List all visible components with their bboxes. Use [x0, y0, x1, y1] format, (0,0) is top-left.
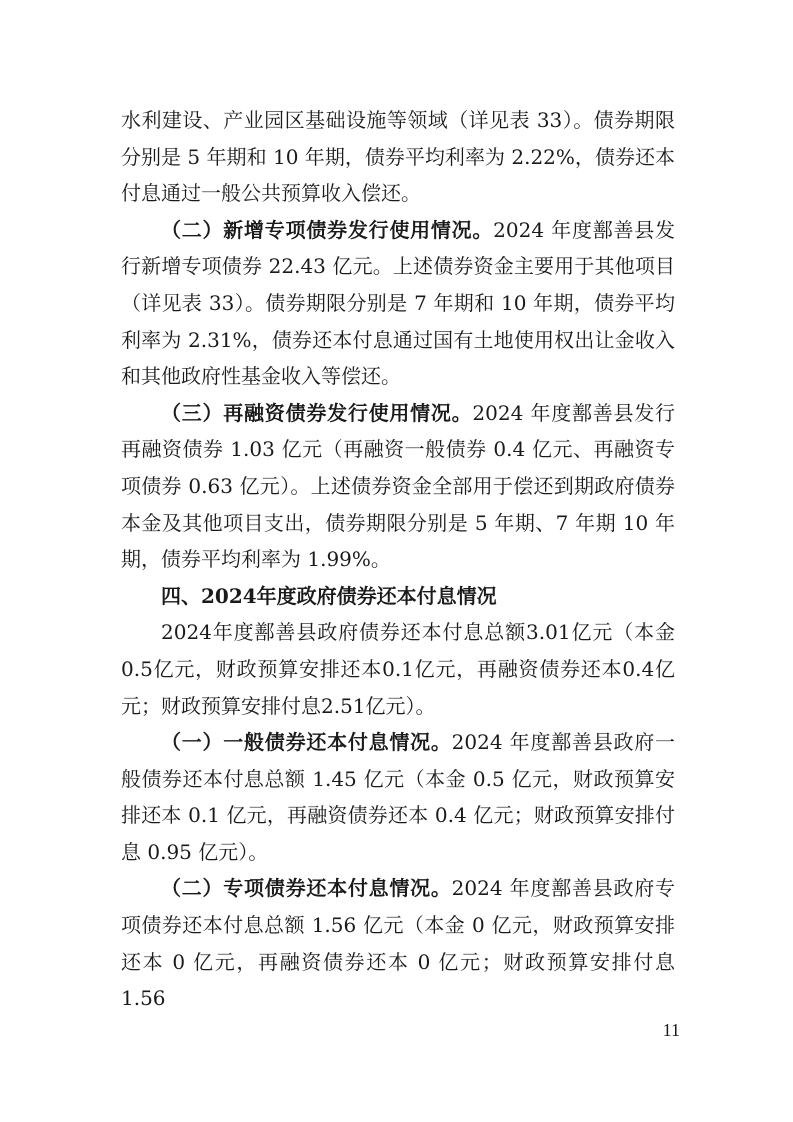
- paragraph-lead: （三）再融资债券发行使用情况。: [161, 400, 473, 425]
- paragraph-continuation: [121, 102, 675, 212]
- paragraph-lead: （二）专项债券还本付息情况。: [161, 876, 452, 901]
- page-number: 11: [662, 1020, 680, 1040]
- paragraph-lead: （二）新增专项债券发行使用情况。: [161, 217, 494, 242]
- paragraph-refinancing-bonds: [121, 395, 675, 578]
- paragraph-text: 2024 年度鄯善县发行新增专项债券 22.43 亿元。上述债券资金主要用于其他项目（详见表 33）。债券期限分别是 7 年期和 10 年期，债券平均利率为 2.31%，债券还本付息通过国有土地使用权出让金收入和其他政府性基金收入等偿还。: [121, 217, 675, 389]
- paragraph-text: 2024 年度鄯善县政府专项债券还本付息总额 1.56 亿元（本金 0 亿元，财政预算安排还本 0 亿元，再融资债券还本 0 亿元；财政预算安排付息 1.56: [121, 876, 675, 1011]
- paragraph-special-bond-repayment: [121, 870, 675, 1016]
- paragraph-text: 2024 年度鄯善县政府一般债券还本付息总额 1.45 亿元（本金 0.5 亿元，财政预算安排还本 0.1 亿元，再融资债券还本 0.4 亿元；财政预算安排付息 0.95 亿元）。: [121, 730, 675, 864]
- paragraph-text: 水利建设、产业园区基础设施等领域（详见表 33）。债券期限分别是 5 年期和 10 年期，债券平均利率为 2.22%，债券还本付息通过一般公共预算收入偿还。: [121, 108, 675, 206]
- section-heading: 四、2024年度政府债券还本付息情况: [161, 583, 497, 608]
- paragraph-lead: （一）一般债券还本付息情况。: [161, 730, 452, 755]
- body-text: [121, 102, 675, 1017]
- paragraph-general-bond-repayment: [121, 724, 675, 870]
- paragraph-text: 2024年度鄯善县政府债券还本付息总额3.01亿元（本金0.5亿元，财政预算安排还本0.1亿元，再融资债券还本0.4亿元；财政预算安排付息2.51亿元）。: [121, 620, 675, 718]
- paragraph-repayment-total: [121, 614, 675, 724]
- paragraph-text: 2024 年度鄯善县发行再融资债券 1.03 亿元（再融资一般债券 0.4 亿元、再融资专项债券 0.63 亿元）。上述债券资金全部用于偿还到期政府债券本金及其他项目支出，债券期限分别是 5 年期、7 年期 10 年期，债券平均利率为 1.99%。: [121, 400, 676, 572]
- paragraph-new-special-bonds: [121, 212, 675, 395]
